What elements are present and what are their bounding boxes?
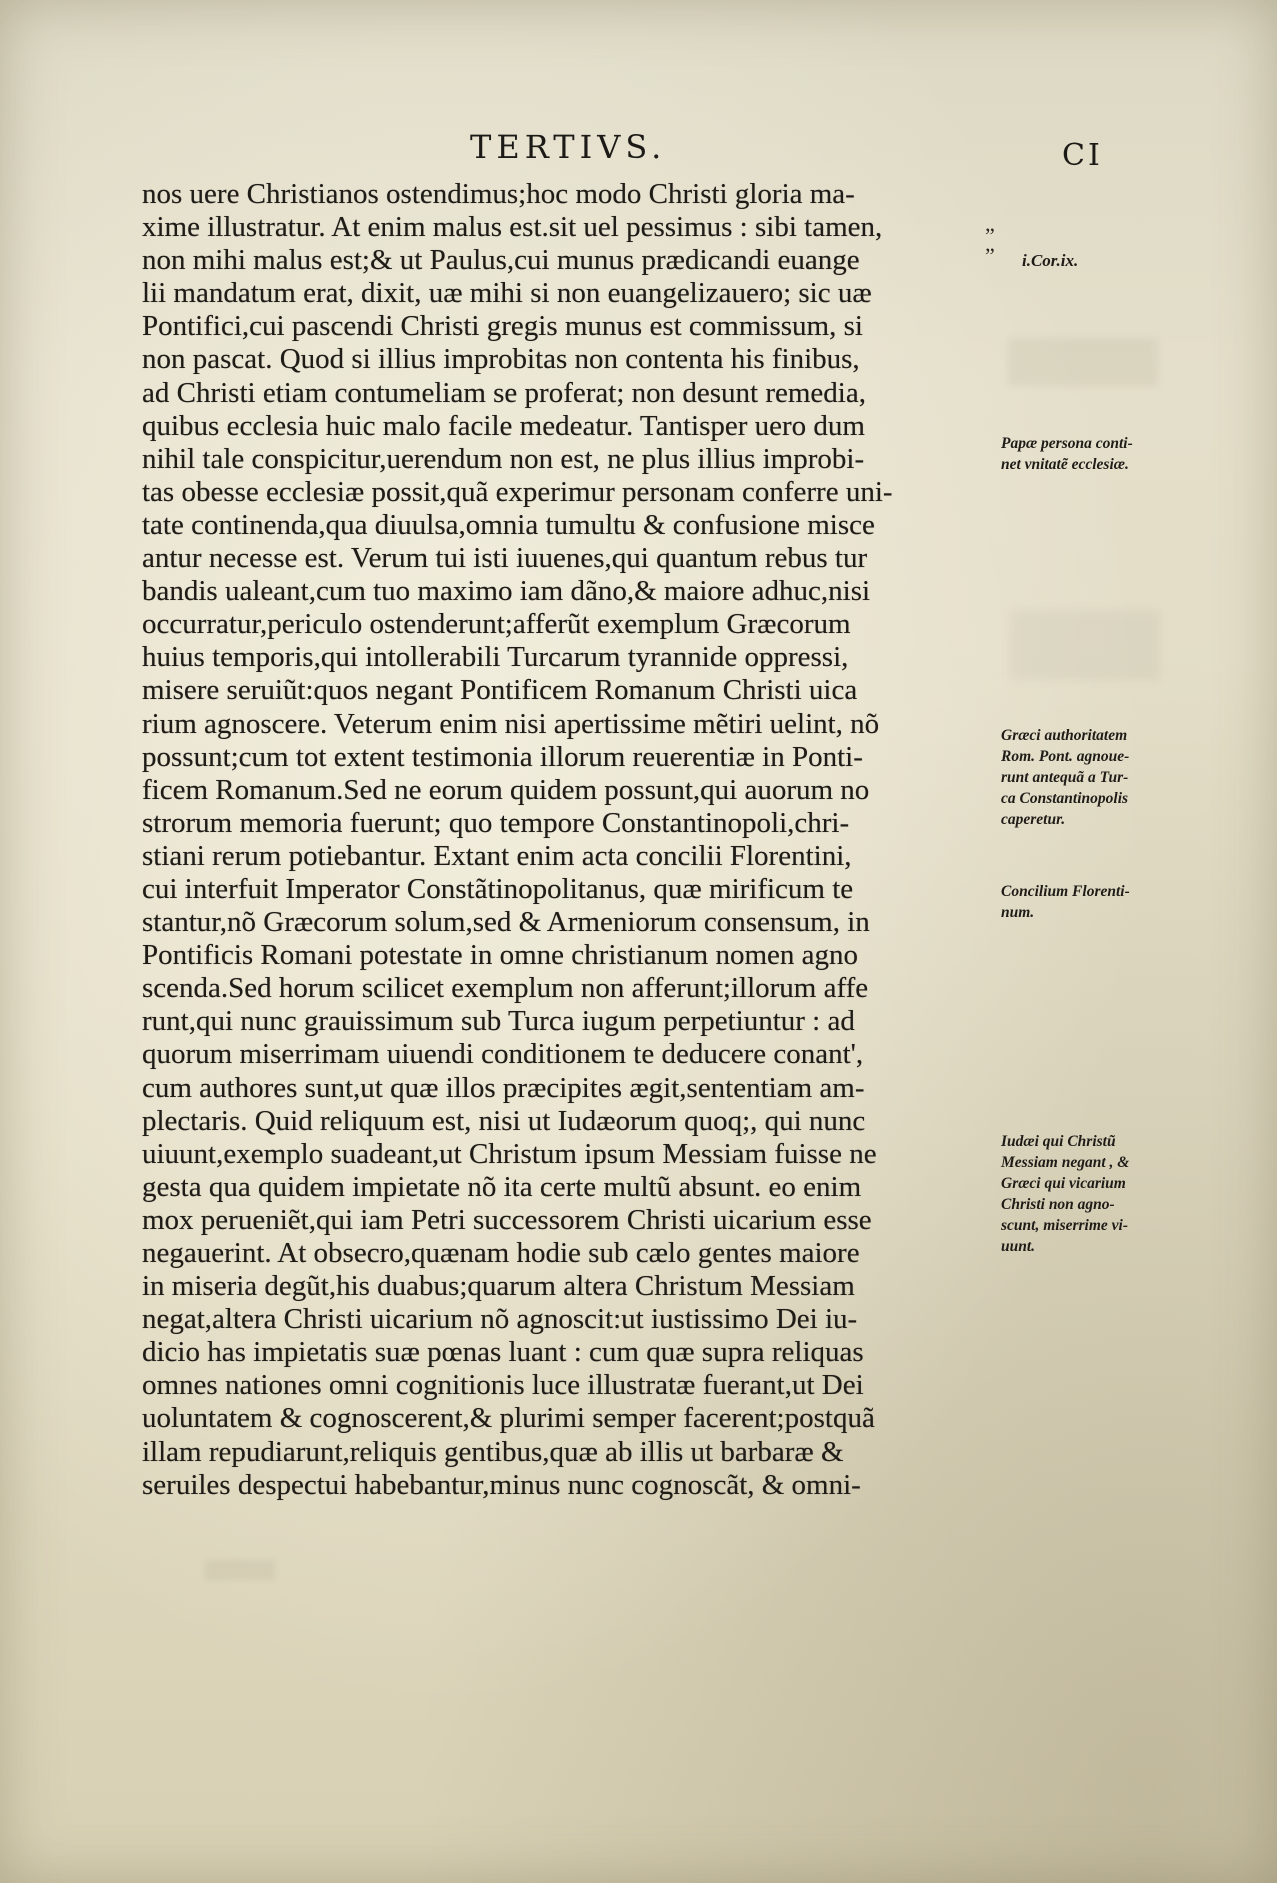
marginal-note-line: uunt. (1001, 1238, 1036, 1255)
folio-number: CI (1062, 138, 1103, 173)
show-through-smudge (1008, 338, 1158, 386)
text-line: Pontificis Romani potestate in omne christianum nomen agno (142, 939, 859, 972)
text-line: possunt;cum tot extent testimonia illorum reuerentiæ in Ponti- (142, 740, 863, 773)
text-line: strorum memoria fuerunt; quo tempore Constantinopoli,chri- (142, 806, 850, 839)
text-line: seruiles despectui habebantur,minus nunc cognoscãt, & omni- (142, 1468, 861, 1501)
text-line: in miseria degũt,his duabus;quarum altera Christum Messiam (142, 1270, 855, 1303)
marginal-note-concilium (1001, 881, 1130, 923)
text-line: dicio has impietatis suæ pœnas luant : cum quæ supra reliquas (142, 1336, 864, 1369)
marginal-note-line: Græci qui vicarium (1001, 1175, 1126, 1192)
text-line: negat,altera Christi uicarium nõ agnoscit:ut iustissimo Dei iu- (142, 1303, 858, 1336)
text-line: cui interfuit Imperator Constãtinopolitanus, quæ mirificum te (142, 872, 854, 905)
marginal-note-line: Concilium Florenti- (1001, 883, 1130, 900)
text-line: quorum miserrimam uiuendi conditionem te deducere conant', (142, 1038, 864, 1071)
show-through-smudge (1010, 610, 1160, 680)
marginal-note-line: Papæ persona conti- (1001, 435, 1133, 452)
marginal-note-line: Messiam negant , & (1001, 1154, 1130, 1171)
text-line: ficem Romanum.Sed ne eorum quidem possunt,qui auorum no (142, 773, 870, 806)
quotation-marks: ” ” (985, 223, 995, 268)
text-line: nihil tale conspicitur,uerendum non est, ne plus illius improbi- (142, 442, 865, 475)
text-line: gesta qua quidem impietate nõ ita certe multũ absunt. eo enim (142, 1170, 862, 1203)
text-line: Pontifici,cui pascendi Christi gregis munus est commissum, si (142, 310, 863, 343)
text-line: occurratur,periculo ostenderunt;afferũt exemplum Græcorum (142, 608, 851, 641)
marginal-note-line: net vnitatẽ ecclesiæ. (1001, 456, 1129, 473)
text-line: cum authores sunt,ut quæ illos præcipites ægit,sententiam am- (142, 1071, 865, 1104)
marginal-note-line: ca Constantinopolis (1001, 790, 1129, 807)
text-line: xime illustratur. At enim malus est.sit uel pessimus : sibi tamen, (142, 211, 883, 244)
marginal-note-line: Iudæi qui Christũ (1001, 1133, 1116, 1150)
marginal-note-graeci (1001, 725, 1129, 830)
text-line: non mihi malus est;& ut Paulus,cui munus prædicandi euange (142, 244, 860, 277)
text-line: illam repudiarunt,reliquis gentibus,quæ ab illis ut barbaræ & (142, 1435, 844, 1468)
scripture-reference: i.Cor.ix. (1022, 251, 1079, 270)
text-line: mox perueniẽt,qui iam Petri successorem Christi uicarium esse (142, 1203, 872, 1236)
running-title: TERTIVS. (470, 128, 667, 166)
text-line: runt,qui nunc grauissimum sub Turca iugum perpetiuntur : ad (142, 1005, 855, 1038)
marginal-note-line: scunt, miserrime vi- (1001, 1217, 1129, 1234)
text-line: bandis ualeant,cum tuo maximo iam dãno,& maiore adhuc,nisi (142, 575, 871, 608)
marginal-note-iudaei (1001, 1131, 1129, 1257)
main-text-block (142, 178, 982, 1502)
marginal-note-line: Christi non agno- (1001, 1196, 1115, 1213)
text-line: rium agnoscere. Veterum enim nisi apertissime mẽtiri uelint, nõ (142, 707, 880, 740)
text-line: tate continenda,qua diuulsa,omnia tumultu & confusione misce (142, 508, 875, 541)
text-line: misere seruiũt:quos negant Pontificem Romanum Christi uica (142, 674, 858, 707)
text-line: negauerint. At obsecro,quænam hodie sub cælo gentes maiore (142, 1237, 860, 1269)
marginal-note-papae (1001, 433, 1133, 475)
show-through-smudge (205, 1560, 275, 1580)
text-line: non pascat. Quod si illius improbitas non contenta his finibus, (142, 343, 860, 376)
text-line: uiuunt,exemplo suadeant,ut Christum ipsum Messiam fuisse ne (142, 1137, 877, 1170)
text-line: omnes nationes omni cognitionis luce illustratæ fuerant,ut Dei (142, 1369, 864, 1402)
marginal-note-line: num. (1001, 904, 1035, 921)
text-line: scenda.Sed horum scilicet exemplum non afferunt;illorum affe (142, 972, 869, 1005)
text-line: huius temporis,qui intollerabili Turcarum tyrannide oppressi, (142, 641, 849, 674)
text-line: nos uere Christianos ostendimus;hoc modo Christi gloria ma- (142, 178, 855, 210)
text-line: quibus ecclesia huic malo facile medeatur. Tantisper uero dum (142, 409, 865, 442)
text-line: antur necesse est. Verum tui isti iuuenes,qui quantum rebus tur (142, 542, 868, 575)
text-line: stantur,nõ Græcorum solum,sed & Armeniorum consensum, in (142, 906, 870, 939)
marginal-note-line: Græci authoritatem (1001, 727, 1128, 744)
text-line: tas obesse ecclesiæ possit,quã experimur personam conferre uni- (142, 475, 893, 508)
text-line: lii mandatum erat, dixit, uæ mihi si non euangelizauero; sic uæ (142, 277, 872, 310)
marginal-note-line: runt antequã a Tur- (1001, 769, 1129, 786)
text-line: stiani rerum potiebantur. Extant enim acta concilii Florentini, (142, 839, 852, 872)
text-line: uoluntatem & cognoscerent,& plurimi semper facerent;postquã (142, 1402, 875, 1435)
text-line: ad Christi etiam contumeliam se proferat; non desunt remedia, (142, 376, 866, 409)
text-line: plectaris. Quid reliquum est, nisi ut Iudæorum quoq;, qui nunc (142, 1104, 866, 1137)
marginal-note-line: caperetur. (1001, 811, 1066, 828)
marginal-note-line: Rom. Pont. agnoue- (1001, 748, 1130, 765)
